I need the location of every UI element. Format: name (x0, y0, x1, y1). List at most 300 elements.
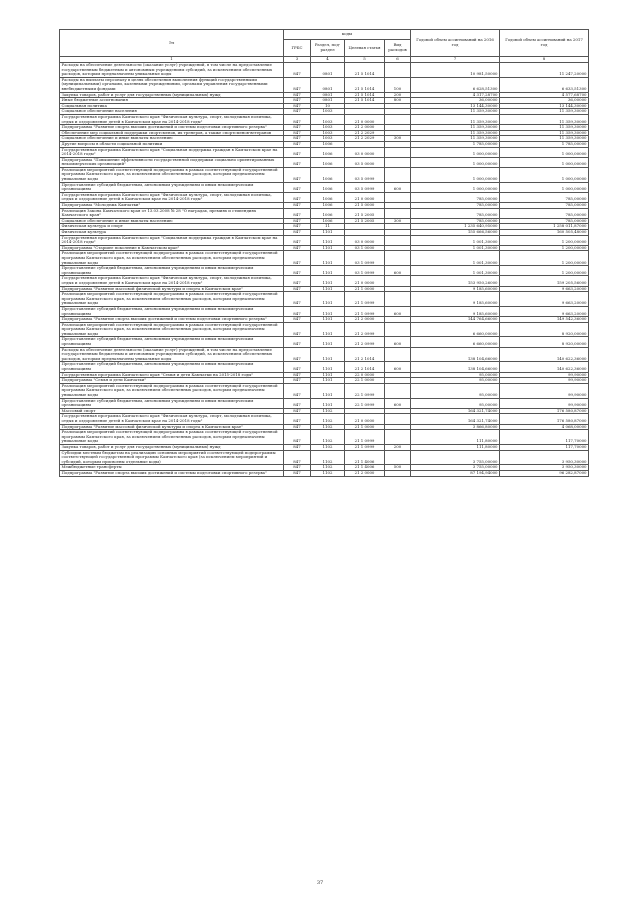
row-statya: 21 5 1014 (345, 77, 385, 92)
row-name: Закупка товаров, работ и услуг для государственных (муниципальных) нужд (60, 444, 284, 450)
row-statya: 21 1 0000 (345, 424, 385, 430)
row-razdel: 1003 (311, 136, 345, 142)
row-grbs: 847 (284, 92, 311, 98)
row-vid: 600 (385, 182, 411, 192)
row-name: Социальное обеспечение и иные выплаты населению (60, 218, 284, 224)
row-statya: 21 2 0999 (345, 322, 385, 337)
row-vid (385, 167, 411, 182)
row-amount-2017: 785,00000 (500, 208, 589, 218)
row-statya: 03 5 0999 (345, 167, 385, 182)
row-name: Физическая культура и спорт (60, 224, 284, 230)
row-name: Реализация мероприятий соответствующей подпрограммы в рамках соответствующей государственной программы Камчатского края, за исключением обеспеченных расходов, которым предназначены уникальные коды (60, 292, 284, 307)
row-razdel: 0801 (311, 63, 345, 78)
row-vid: 200 (385, 92, 411, 98)
row-amount-2016: 11 359,30000 (411, 130, 500, 136)
row-grbs: 847 (284, 208, 311, 218)
row-name: Подпрограмма "Повышение эффективности государственной поддержки социально ориентированных некоммерческих организаций" (60, 157, 284, 167)
row-statya: 21 2 0999 (345, 337, 385, 347)
row-razdel: 1102 (311, 470, 345, 476)
row-statya: 21 1 4006 (345, 450, 385, 465)
row-razdel: 1101 (311, 230, 345, 236)
row-amount-2016: 3 866,80000 (411, 424, 500, 430)
row-name: Реализация мероприятий соответствующей подпрограммы в рамках соответствующей государственной программы Камчатского края, за исключением обеспеченных расходов, которым предназначены уникальные коды (60, 430, 284, 445)
row-statya: 21 5 0000 (345, 203, 385, 209)
row-statya: 03 1 0999 (345, 251, 385, 266)
row-grbs: 847 (284, 424, 311, 430)
row-statya: 03 5 0999 (345, 182, 385, 192)
table-row (60, 157, 589, 167)
table-row (60, 167, 589, 182)
row-grbs: 847 (284, 235, 311, 245)
header-2016: Годовой объем ассигнований на 2016 год (411, 30, 500, 57)
row-razdel: 1102 (311, 465, 345, 471)
header-vid: Вид расходов (385, 40, 411, 57)
row-amount-2016: 1 785,00000 (411, 141, 500, 147)
row-name: Реализация мероприятий соответствующей подпрограммы в рамках соответствующей государственной программы Камчатского края, за исключением обеспеченных расходов, которым предназначены уникальные коды (60, 251, 284, 266)
row-amount-2017: 149 542,36000 (500, 317, 589, 323)
row-grbs: 847 (284, 98, 311, 104)
row-razdel: 1102 (311, 450, 345, 465)
row-vid (385, 383, 411, 398)
row-name: Реализация мероприятий соответствующей подпрограммы в рамках соответствующей государственной программы Камчатского края, за исключением обеспеченных расходов, которым предназначены уникальные коды (60, 322, 284, 337)
row-vid: 600 (385, 362, 411, 372)
row-razdel: 1101 (311, 266, 345, 276)
row-vid: 800 (385, 98, 411, 104)
row-amount-2016: 9 185,60000 (411, 286, 500, 292)
table-row (60, 414, 589, 424)
row-name: Социальное обеспечение и иные выплаты населению (60, 136, 284, 142)
row-razdel: 1102 (311, 408, 345, 414)
row-name: Закупка товаров, работ и услуг для государственных (муниципальных) нужд (60, 92, 284, 98)
table-row (60, 182, 589, 192)
row-razdel: 1102 (311, 444, 345, 450)
row-amount-2017: 1 200,00000 (500, 245, 589, 251)
row-name: Подпрограмма "Развитие массовой физической культуры и спорта в Камчатском крае" (60, 286, 284, 292)
row-amount-2016: 1 235 640,95000 (411, 224, 500, 230)
row-statya: 03 5 0000 (345, 157, 385, 167)
row-amount-2017: 11 359,30000 (500, 125, 589, 131)
row-amount-2017: 1 000,00000 (500, 147, 589, 157)
row-razdel: 1006 (311, 192, 345, 202)
row-amount-2017: 13 144,30000 (500, 103, 589, 109)
row-grbs: 847 (284, 378, 311, 384)
row-amount-2016: 1 000,00000 (411, 167, 500, 182)
row-razdel: 0801 (311, 92, 345, 98)
row-grbs: 847 (284, 322, 311, 337)
row-statya: 22 1 0999 (345, 383, 385, 398)
row-grbs: 847 (284, 63, 311, 78)
row-vid (385, 414, 411, 424)
table-row (60, 63, 589, 78)
row-amount-2016: 6 628,51300 (411, 77, 500, 92)
row-statya: 21 2 1014 (345, 362, 385, 372)
budget-table (59, 29, 589, 477)
header-grbs: ГРБС (284, 40, 311, 57)
row-amount-2016: 6 660,00000 (411, 337, 500, 347)
row-grbs: 847 (284, 141, 311, 147)
row-vid: 100 (385, 77, 411, 92)
row-razdel: 1101 (311, 362, 345, 372)
row-vid (385, 114, 411, 124)
row-amount-2016: 10 981,50000 (411, 63, 500, 78)
row-name: Социальное обеспечение населения (60, 109, 284, 115)
row-razdel: 1006 (311, 182, 345, 192)
row-amount-2017: 785,00000 (500, 192, 589, 202)
row-grbs: 847 (284, 444, 311, 450)
row-amount-2017: 1 200,00000 (500, 251, 589, 266)
row-vid (385, 208, 411, 218)
row-grbs: 847 (284, 147, 311, 157)
row-razdel: 1101 (311, 292, 345, 307)
row-amount-2017: 8 920,00000 (500, 322, 589, 337)
row-razdel: 0801 (311, 98, 345, 104)
row-statya: 21 5 1014 (345, 92, 385, 98)
row-statya: 21 2 2029 (345, 130, 385, 136)
row-amount-2017: 160 505,48000 (500, 230, 589, 236)
row-razdel: 1101 (311, 347, 345, 362)
row-name: Подпрограмма "Развитие массовой физической культуры и спорта в Камчатском крае" (60, 424, 284, 430)
row-amount-2016: 1 001,30000 (411, 245, 500, 251)
header-razdel: Раздел, под-раздел (311, 40, 345, 57)
row-amount-2017: 176 580,87000 (500, 408, 589, 414)
table-body (60, 63, 589, 477)
row-amount-2017: 1 000,00000 (500, 167, 589, 182)
row-statya: 21 1 0999 (345, 292, 385, 307)
row-amount-2016: 95,00000 (411, 398, 500, 408)
row-statya: 21 0 0000 (345, 192, 385, 202)
row-razdel: 1102 (311, 414, 345, 424)
row-statya: 21 1 0999 (345, 306, 385, 316)
row-amount-2017: 1 258 011,87000 (500, 224, 589, 230)
row-razdel: 1006 (311, 218, 345, 224)
row-name: Иные бюджетные ассигнования (60, 98, 284, 104)
row-amount-2016: 785,00000 (411, 192, 500, 202)
row-grbs: 847 (284, 398, 311, 408)
row-statya: 22 1 0999 (345, 398, 385, 408)
row-vid: 300 (385, 218, 411, 224)
row-vid (385, 347, 411, 362)
row-grbs: 847 (284, 317, 311, 323)
row-amount-2016: 153 950,26000 (411, 276, 500, 286)
row-grbs: 847 (284, 157, 311, 167)
row-name: Предоставление субсидий бюджетным, автономным учреждениям и иным некоммерческим организациям (60, 306, 284, 316)
row-name: Межбюджетные трансферты (60, 465, 284, 471)
row-grbs: 847 (284, 230, 311, 236)
row-vid (385, 147, 411, 157)
row-amount-2017: 6 633,51300 (500, 77, 589, 92)
row-grbs: 847 (284, 408, 311, 414)
row-amount-2017: 1 200,00000 (500, 266, 589, 276)
row-statya: 21 1 0999 (345, 430, 385, 445)
row-razdel: 1101 (311, 317, 345, 323)
row-grbs: 847 (284, 266, 311, 276)
row-vid: 600 (385, 306, 411, 316)
row-razdel: 1101 (311, 286, 345, 292)
table-row (60, 208, 589, 218)
row-amount-2017: 785,00000 (500, 218, 589, 224)
row-name: Государственная программа Камчатского края "Физическая культура, спорт, молодежная политика, отдых и оздоровление детей в Камчатском крае на 2014-2018 годы" (60, 114, 284, 124)
row-name: Реализация мероприятий соответствующей подпрограммы в рамках соответствующей государственной программы Камчатского края, за исключением обеспеченных расходов, которым предназначены уникальные коды (60, 167, 284, 182)
row-amount-2016: 138 104,66000 (411, 347, 500, 362)
row-amount-2016: 155 666,56000 (411, 230, 500, 236)
row-statya: 21 5 1014 (345, 63, 385, 78)
header-name: Эл (60, 30, 284, 57)
row-amount-2016: 95,00000 (411, 372, 500, 378)
row-amount-2017: 117,70000 (500, 430, 589, 445)
row-amount-2016: 164 321,74000 (411, 408, 500, 414)
row-amount-2016: 111,80000 (411, 430, 500, 445)
row-amount-2016: 9 185,60000 (411, 306, 500, 316)
row-name: Другие вопросы в области социальной политики (60, 141, 284, 147)
row-amount-2017: 11 359,30000 (500, 130, 589, 136)
row-razdel: 1003 (311, 130, 345, 136)
row-name: Обеспечение мер социальной поддержки спортсменов, их тренеров, а также спортсменов-ветеранов (60, 130, 284, 136)
row-grbs: 847 (284, 276, 311, 286)
row-statya: 21 2 0000 (345, 317, 385, 323)
row-razdel: 1003 (311, 109, 345, 115)
table-row (60, 306, 589, 316)
row-amount-2016: 785,00000 (411, 203, 500, 209)
row-amount-2017: 11 247,20000 (500, 63, 589, 78)
table-row (60, 322, 589, 337)
row-grbs: 847 (284, 286, 311, 292)
row-vid: 600 (385, 337, 411, 347)
header-2017: Годовой объем ассигнований на 2017 год (500, 30, 589, 57)
row-amount-2017: 1 200,00000 (500, 235, 589, 245)
column-number: 1 (60, 57, 284, 63)
table-row (60, 235, 589, 245)
row-statya: 22 1 0000 (345, 378, 385, 384)
row-amount-2017: 11 359,30000 (500, 109, 589, 115)
row-grbs: 847 (284, 292, 311, 307)
row-statya: 21 0 0000 (345, 114, 385, 124)
row-razdel: 1101 (311, 337, 345, 347)
row-razdel: 1006 (311, 208, 345, 218)
table-row (60, 450, 589, 465)
row-vid (385, 450, 411, 465)
table-row (60, 251, 589, 266)
row-razdel: 1102 (311, 430, 345, 445)
row-name: Предоставление субсидий бюджетным, автономным учреждениям и иным некоммерческим организациям (60, 362, 284, 372)
row-amount-2016: 95,00000 (411, 383, 500, 398)
row-statya: 03 0 0000 (345, 235, 385, 245)
row-amount-2016: 1 000,00000 (411, 157, 500, 167)
table-row (60, 398, 589, 408)
table-row (60, 266, 589, 276)
row-razdel: 1101 (311, 235, 345, 245)
row-amount-2016: 87 194,94000 (411, 470, 500, 476)
table-row (60, 347, 589, 362)
table-row (60, 114, 589, 124)
row-amount-2017: 1 000,00000 (500, 182, 589, 192)
row-amount-2016: 785,00000 (411, 218, 500, 224)
table-row (60, 362, 589, 372)
row-name: Подпрограмма "Развитие спорта высших достижений и системы подготовки спортивного резерва" (60, 470, 284, 476)
row-amount-2017: 4 577,68700 (500, 92, 589, 98)
row-grbs: 847 (284, 130, 311, 136)
row-name: Массовый спорт (60, 408, 284, 414)
row-razdel: 1101 (311, 378, 345, 384)
row-grbs: 847 (284, 182, 311, 192)
row-name: Государственная программа Камчатского края "Физическая культура, спорт, молодежная политика, отдых и оздоровление детей в Камчатском крае на 2014-2018 годы" (60, 276, 284, 286)
row-razdel: 1101 (311, 276, 345, 286)
row-amount-2016: 1 001,30000 (411, 235, 500, 245)
row-grbs: 847 (284, 192, 311, 202)
row-amount-2016: 1 001,30000 (411, 266, 500, 276)
row-name: Подпрограмма "Молодежь Камчатки" (60, 203, 284, 209)
column-number: 4 (311, 57, 345, 63)
row-name: Социальная политика (60, 103, 284, 109)
row-razdel: 1101 (311, 306, 345, 316)
row-name: Государственная программа Камчатского края "Семья и дети Камчатки на 2015-2018 годы" (60, 372, 284, 378)
table-row (60, 430, 589, 445)
row-name: Расходы на обеспечение деятельности (оказание услуг) учреждений, в том числе на предоставление государственным бюджетным и автономным учреждениям субсидий, за исключением обеспеченных расходов, которым предназначены уникальные коды (60, 347, 284, 362)
row-name: Предоставление субсидий бюджетным, автономным учреждениям и иным некоммерческим организациям (60, 398, 284, 408)
row-amount-2017: 96 282,87000 (500, 470, 589, 476)
row-grbs: 847 (284, 306, 311, 316)
row-name: Расходы на выплаты персоналу в целях обеспечения выполнения функций государственными (муниципальными) органами, казенными учреждениями, органами управления государственными внебюджетными фондами (60, 77, 284, 92)
row-name: Подпрограмма "Развитие спорта высших достижений и системы подготовки спортивного резерва" (60, 125, 284, 131)
row-amount-2017: 9 663,20000 (500, 306, 589, 316)
row-name: Государственная программа Камчатского края "Физическая культура, спорт, молодежная политика, отдых и оздоровление детей в Камчатском крае на 2014-2018 годы" (60, 192, 284, 202)
row-amount-2016: 138 104,66000 (411, 362, 500, 372)
row-vid (385, 292, 411, 307)
row-razdel: 1006 (311, 203, 345, 209)
row-amount-2017: 1 000,00000 (500, 157, 589, 167)
row-statya: 21 2 1014 (345, 347, 385, 362)
row-amount-2016: 36,00000 (411, 98, 500, 104)
row-name: Государственная программа Камчатского края "Социальная поддержка граждан в Камчатском крае на 2014-2018 годы" (60, 147, 284, 157)
row-grbs: 847 (284, 372, 311, 378)
row-razdel: 1006 (311, 147, 345, 157)
row-grbs: 847 (284, 245, 311, 251)
row-statya: 21 2 0000 (345, 470, 385, 476)
row-razdel: 1101 (311, 245, 345, 251)
row-name: Подпрограмма "Старшее поколение в Камчатском крае" (60, 245, 284, 251)
row-amount-2016: 144 764,66000 (411, 317, 500, 323)
row-grbs: 847 (284, 465, 311, 471)
row-razdel: 1006 (311, 141, 345, 147)
row-vid: 600 (385, 266, 411, 276)
row-statya: 03 0 0000 (345, 147, 385, 157)
column-number: 8 (500, 57, 589, 63)
row-amount-2016: 11 359,30000 (411, 136, 500, 142)
row-vid (385, 276, 411, 286)
row-statya: 21 5 1014 (345, 98, 385, 104)
row-statya: 21 1 0000 (345, 286, 385, 292)
row-grbs: 847 (284, 470, 311, 476)
row-amount-2016: 164 321,74000 (411, 414, 500, 424)
row-statya: 21 5 2005 (345, 208, 385, 218)
row-grbs: 847 (284, 114, 311, 124)
table-header (60, 30, 589, 63)
row-grbs: 847 (284, 224, 311, 230)
row-grbs: 847 (284, 167, 311, 182)
row-name: Предоставление субсидий бюджетным, автономным учреждениям и иным некоммерческим организациям (60, 182, 284, 192)
row-razdel: 1101 (311, 398, 345, 408)
row-grbs: 847 (284, 362, 311, 372)
row-name: Государственная программа Камчатского края "Социальная поддержка граждан в Камчатском крае на 2014-2018 годы" (60, 235, 284, 245)
row-amount-2017: 140 622,36000 (500, 347, 589, 362)
row-grbs: 847 (284, 103, 311, 109)
row-vid (385, 251, 411, 266)
row-razdel: 1003 (311, 114, 345, 124)
row-name: Субсидии местным бюджетам на реализацию основных мероприятий соответствующей подпрограммы соответствующей государственной программы Камчатского края (за исключением мероприятий и субсидий, которым присвоены отдельные коды) (60, 450, 284, 465)
row-amount-2017: 4 068,00000 (500, 424, 589, 430)
row-vid: 300 (385, 136, 411, 142)
row-vid (385, 157, 411, 167)
row-amount-2016: 1 000,00000 (411, 182, 500, 192)
row-amount-2016: 3 755,00000 (411, 465, 500, 471)
row-statya: 21 1 4006 (345, 465, 385, 471)
row-grbs: 847 (284, 77, 311, 92)
row-amount-2017: 9 663,20000 (500, 286, 589, 292)
column-number: 7 (411, 57, 500, 63)
row-name: Физическая культура (60, 230, 284, 236)
row-amount-2017: 1 785,00000 (500, 141, 589, 147)
row-grbs: 847 (284, 414, 311, 424)
row-grbs: 847 (284, 203, 311, 209)
row-grbs: 847 (284, 430, 311, 445)
row-amount-2017: 159 205,56000 (500, 276, 589, 286)
row-vid: 600 (385, 398, 411, 408)
row-amount-2017: 11 359,30000 (500, 114, 589, 124)
row-amount-2017: 785,00000 (500, 203, 589, 209)
table-row (60, 147, 589, 157)
row-amount-2016: 1 000,00000 (411, 147, 500, 157)
row-amount-2017: 36,00000 (500, 98, 589, 104)
row-name: Подпрограмма "Развитие спорта высших достижений и системы подготовки спортивного резерва" (60, 317, 284, 323)
column-number: 6 (385, 57, 411, 63)
row-name: Государственная программа Камчатского края "Физическая культура, спорт, молодежная политика, отдых и оздоровление детей в Камчатском крае на 2014-2018 годы" (60, 414, 284, 424)
row-amount-2016: 9 185,60000 (411, 292, 500, 307)
table-row (60, 383, 589, 398)
row-vid (385, 470, 411, 476)
row-amount-2016: 111,80000 (411, 444, 500, 450)
row-razdel: 0801 (311, 77, 345, 92)
table-row (60, 276, 589, 286)
row-razdel: 1003 (311, 125, 345, 131)
row-amount-2016: 11 359,30000 (411, 109, 500, 115)
row-amount-2017: 8 920,00000 (500, 337, 589, 347)
row-amount-2017: 99,90000 (500, 398, 589, 408)
row-razdel: 10 (311, 103, 345, 109)
row-amount-2016: 1 001,30000 (411, 251, 500, 266)
table-row (60, 337, 589, 347)
row-amount-2016: 3 755,00000 (411, 450, 500, 465)
row-grbs: 847 (284, 125, 311, 131)
row-amount-2017: 99,90000 (500, 372, 589, 378)
row-statya: 22 0 0000 (345, 372, 385, 378)
row-vid (385, 235, 411, 245)
row-amount-2017: 3 950,30000 (500, 465, 589, 471)
row-statya: 21 0 0000 (345, 276, 385, 286)
row-grbs: 847 (284, 337, 311, 347)
row-vid (385, 322, 411, 337)
table-row (60, 192, 589, 202)
row-grbs: 847 (284, 450, 311, 465)
row-amount-2017: 99,90000 (500, 378, 589, 384)
row-vid: 200 (385, 444, 411, 450)
row-razdel: 1101 (311, 251, 345, 266)
row-statya: 21 0 0000 (345, 414, 385, 424)
row-grbs: 847 (284, 251, 311, 266)
header-codes: коды (284, 30, 411, 40)
row-amount-2016: 4 317,28700 (411, 92, 500, 98)
row-grbs: 847 (284, 218, 311, 224)
row-name: Предоставление субсидий бюджетным, автономным учреждениям и иным некоммерческим организациям (60, 266, 284, 276)
row-razdel: 1101 (311, 383, 345, 398)
